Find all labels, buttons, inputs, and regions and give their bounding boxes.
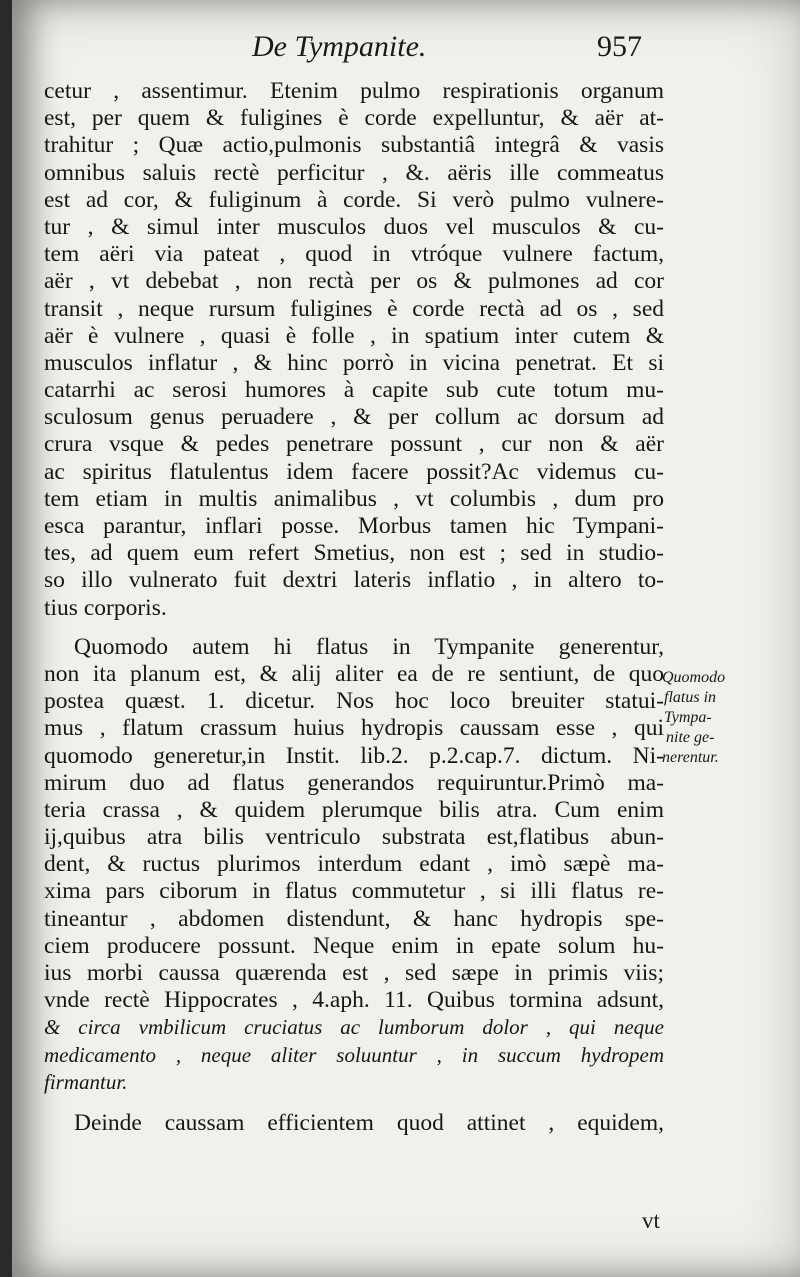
- text-line: xima pars ciborum in flatus commutetur , si illi flatus re-: [44, 878, 664, 905]
- text-line: ac spiritus flatulentus idem facere possit?Ac videmus cu-: [44, 458, 664, 485]
- text-line: vnde rectè Hippocrates , 4.aph. 11. Quibus tormina adsunt,: [44, 987, 664, 1014]
- paragraph-1: [44, 78, 664, 622]
- text-line: musculos inflatur , & hinc porrò in vicina penetrat. Et si: [44, 349, 664, 376]
- text-line: est, per quem & fuligines è corde expelluntur, & aër at-: [44, 105, 664, 132]
- margin-note-line: nite ge-: [666, 729, 715, 746]
- text-line: tem aëri via pateat , quod in vtróque vulnere factum,: [44, 241, 664, 268]
- margin-note-line: nerentur.: [662, 749, 719, 766]
- text-line: quomodo generetur,in Instit. lib.2. p.2.cap.7. dictum. Ni-: [44, 742, 664, 769]
- margin-note-line: flatus in: [664, 689, 717, 706]
- quote-line: medicamento , neque aliter soluuntur , in succum hydropem: [44, 1042, 664, 1067]
- text-line: mirum duo ad flatus generandos requiruntur.Primò ma-: [44, 769, 664, 796]
- text-line: tes, ad quem eum refert Smetius, non est ; sed in studio-: [44, 540, 664, 567]
- book-page: [12, 0, 800, 1277]
- text-line: teria crassa , & quidem plerumque bilis atra. Cum enim: [44, 796, 664, 823]
- text-line: aër , vt debebat , non rectà per os & pulmones ad cor: [44, 268, 664, 295]
- margin-note-line: Quomodo: [662, 669, 726, 686]
- catchword: vt: [642, 1208, 660, 1233]
- text-line: mus , flatum crassum huius hydropis caussam esse , qui: [44, 715, 664, 742]
- text-line: catarrhi ac serosi humores à capite sub cute totum mu-: [44, 377, 664, 404]
- paragraph-3: [44, 1110, 664, 1137]
- text-line: est ad cor, & fuliginum à corde. Si verò pulmo vulnere-: [44, 186, 664, 213]
- text-line: Deinde caussam efficientem quod attinet , equidem,: [74, 1109, 664, 1136]
- running-header-title: De Tympanite.: [252, 30, 427, 63]
- text-line: omnibus saluis rectè perficitur , &. aëris ille commeatus: [44, 159, 664, 186]
- text-line: trahitur ; Quæ actio,pulmonis substantiâ integrâ & vasis: [44, 132, 664, 159]
- text-line: dent, & ructus plurimos interdum edant , imò sæpè ma-: [44, 851, 664, 878]
- text-line: cetur , assentimur. Etenim pulmo respirationis organum: [44, 78, 664, 104]
- text-line: ciem producere possunt. Neque enim in epate solum hu-: [44, 932, 664, 959]
- text-line: tur , & simul inter musculos duos vel musculos & cu-: [44, 213, 664, 240]
- text-line: sculosum genus peruadere , & per collum ac dorsum ad: [44, 404, 664, 431]
- text-line: tem etiam in multis animalibus , vt columbis , dum pro: [44, 485, 664, 512]
- quote-line: firmantur.: [44, 1069, 128, 1094]
- paragraph-2: [44, 634, 664, 1015]
- text-line: Quomodo autem hi flatus in Tympanite generentur,: [74, 633, 664, 660]
- quote-line: & circa vmbilicum cruciatus ac lumborum dolor , qui neque: [44, 1015, 664, 1040]
- text-line: non ita planum est, & alij aliter ea de re sentiunt, de quo: [44, 660, 664, 687]
- text-line: ius morbi caussa quærenda est , sed sæpe in primis viis;: [44, 960, 664, 986]
- text-line: crura vsque & pedes penetrare possunt , cur non & aër: [44, 431, 664, 458]
- italic-quotation: [44, 1014, 664, 1096]
- text-line: so illo vulnerato fuit dextri lateris inflatio , in altero to-: [44, 567, 664, 594]
- text-line: esca parantur, inflari posse. Morbus tamen hic Tympani-: [44, 513, 664, 539]
- text-line: postea quæst. 1. dicetur. Nos hoc loco breuiter statui-: [44, 688, 664, 715]
- text-line: ij,quibus atra bilis ventriculo substrata est,flatibus abun-: [44, 824, 664, 851]
- marginal-note: [662, 668, 762, 768]
- text-line: aër è vulnere , quasi è folle , in spatium inter cutem &: [44, 322, 664, 349]
- text-line: tius corporis.: [44, 594, 167, 621]
- page-number: 957: [597, 30, 642, 63]
- text-line: tineantur , abdomen distendunt, & hanc hydropis spe-: [44, 905, 664, 932]
- margin-note-line: Tympa-: [664, 709, 712, 726]
- text-line: transit , neque rursum fuligines è corde rectà ad os , sed: [44, 295, 664, 322]
- body-text: [44, 78, 664, 1137]
